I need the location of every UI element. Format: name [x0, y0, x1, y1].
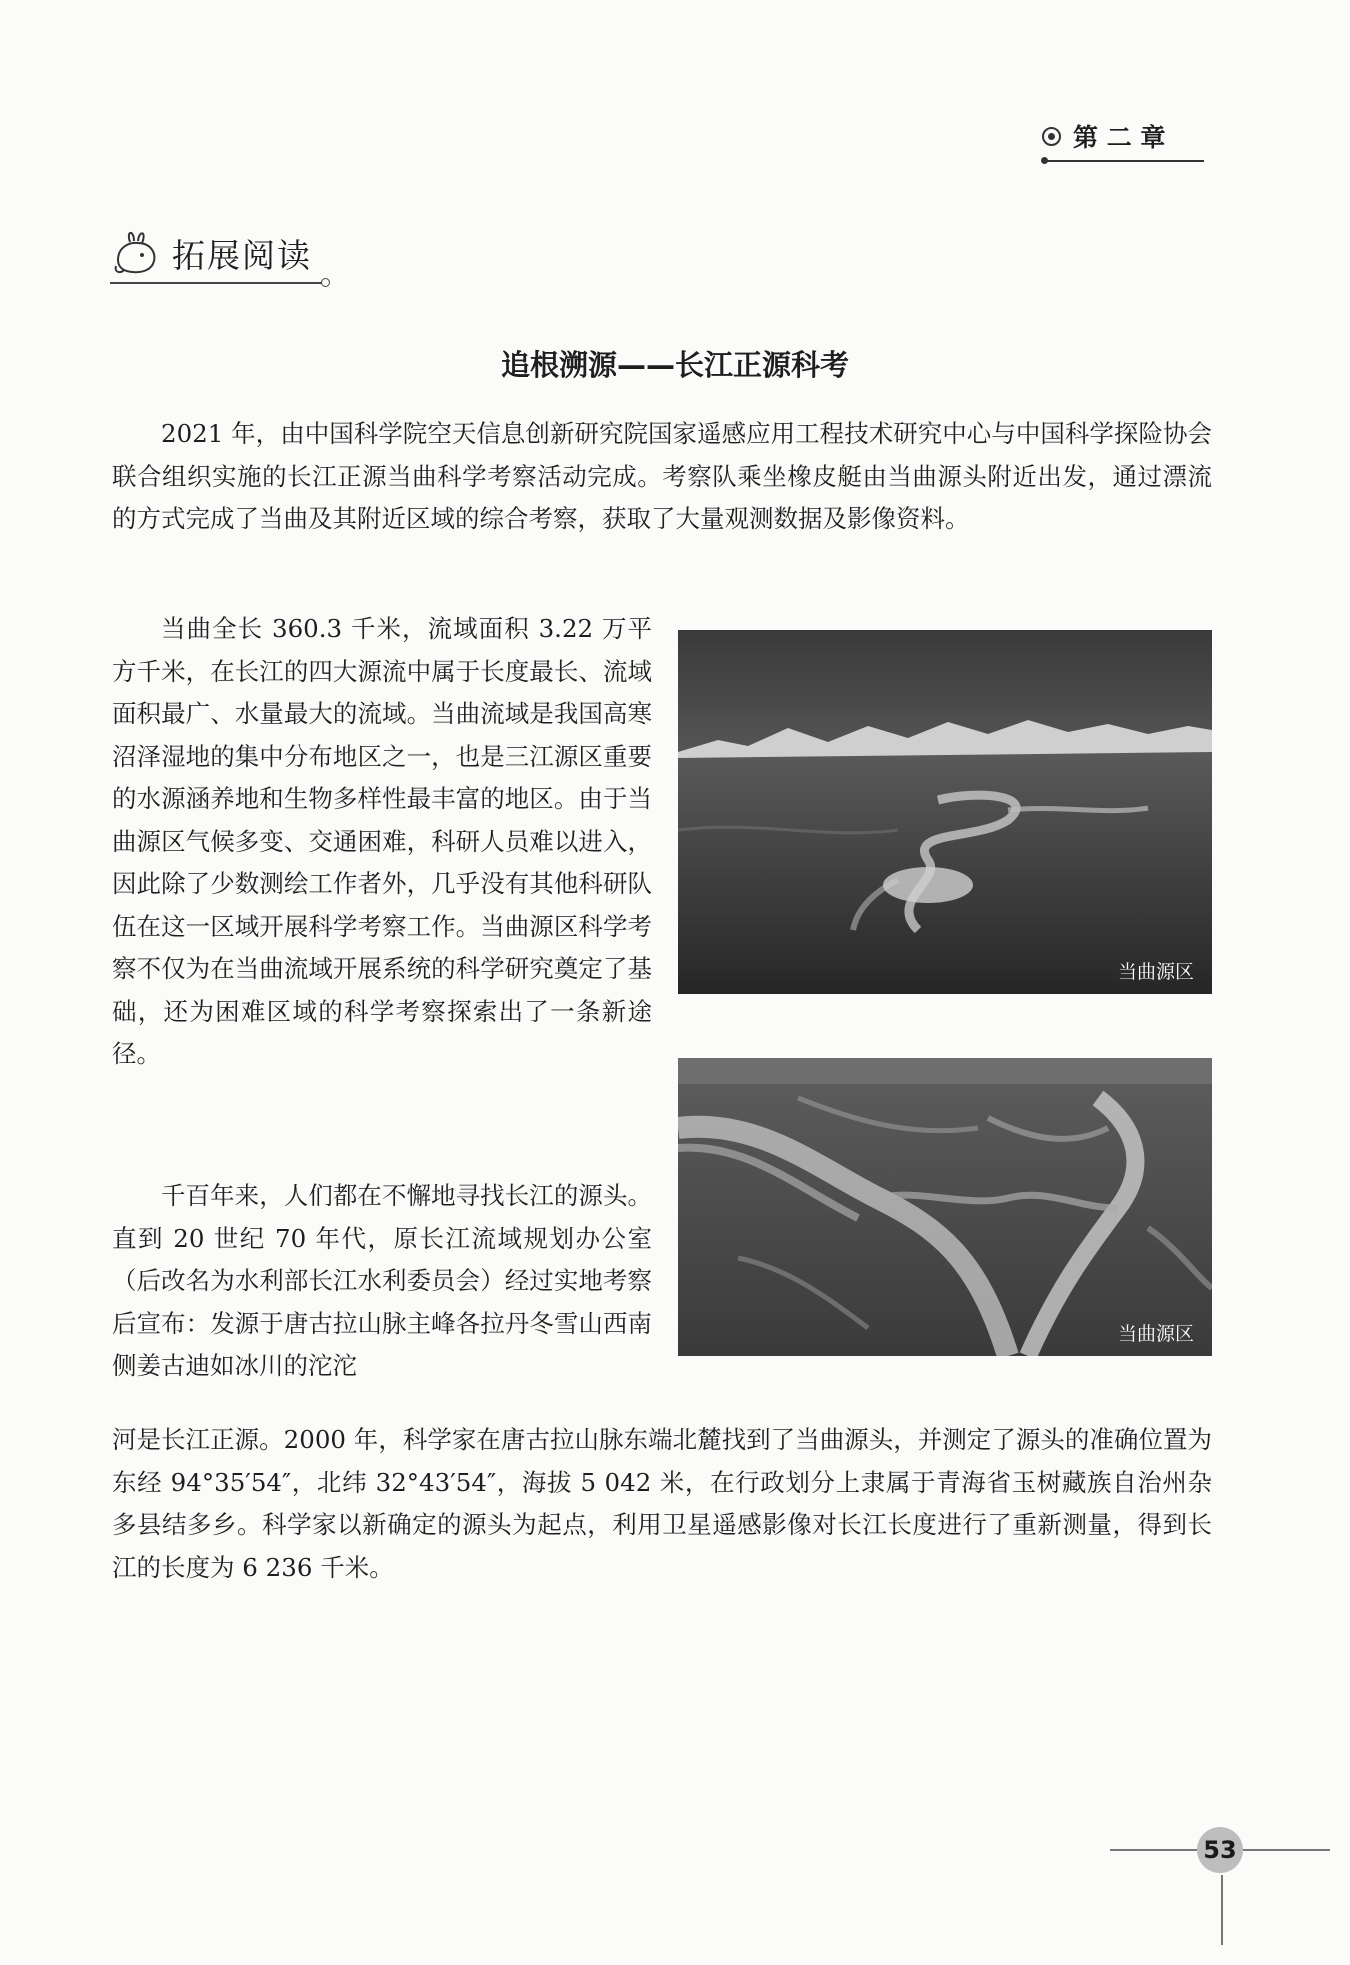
- section-header: [112, 228, 312, 278]
- page-number: 53: [1197, 1827, 1243, 1873]
- section-underline: [110, 282, 322, 284]
- footer-vertical-rule: [1221, 1875, 1223, 1945]
- paragraph-dangqu: 当曲全长 360.3 千米，流域面积 3.22 万平方千米，在长江的四大源流中属于长度最长、流域面积最广、水量最大的流域。当曲流域是我国高寒沼泽湿地的集中分布地区之一，也是三江源区重要的水源涵养地和生物多样性最丰富的地区。由于当曲源区气候多变、交通困难，科研人员难以进入，因此除了少数测绘工作者外，几乎没有其他科研队伍在这一区域开展科学考察工作。当曲源区科学考察不仅为在当曲流域开展系统的科学研究奠定了基础，还为困难区域的科学考察探索出了一条新途径。: [112, 614, 652, 1068]
- article-title: 追根溯源——长江正源科考: [500, 348, 849, 382]
- photo-caption: 当曲源区: [1117, 961, 1194, 983]
- photo-caption: 当曲源区: [1117, 1323, 1194, 1345]
- section-title: 拓展阅读: [172, 235, 312, 275]
- paragraph-measurement: 河是长江正源。2000 年，科学家在唐古拉山脉东端北麓找到了当曲源头，并测定了源头的准确位置为东经 94°35′54″，北纬 32°43′54″，海拔 5 042 米，在行政划分上隶属于青海省玉树藏族自治州杂多县结多乡。科学家以新确定的源头为起点，利用卫星遥感影像对长江长度进行了重新测量，得到长江的长度为 6 236 千米。: [112, 1425, 1212, 1582]
- paragraph-intro: 2021 年，由中国科学院空天信息创新研究院国家遥感应用工程技术研究中心与中国科学探险协会联合组织实施的长江正源当曲科学考察活动完成。考察队乘坐橡皮艇由当曲源头附近出发，通过漂流的方式完成了当曲及其附近区域的综合考察，获取了大量观测数据及影像资料。: [112, 419, 1212, 533]
- chapter-underline: [1046, 160, 1204, 162]
- chapter-text: 第 二 章: [1073, 123, 1166, 152]
- paragraph-source-search: 千百年来，人们都在不懈地寻找长江的源头。直到 20 世纪 70 年代，原长江流域规划办公室（后改名为水利部长江水利委员会）经过实地考察后宣布：发源于唐古拉山脉主峰各拉丹冬雪山西南侧姜古迪如冰川的沱沱: [112, 1181, 652, 1380]
- bunny-icon: [112, 228, 162, 278]
- wetland-landscape-image: [678, 630, 1212, 994]
- chapter-label: [1042, 118, 1212, 154]
- photo-braided-river: [678, 1058, 1212, 1356]
- circle-bullet-icon: [1042, 127, 1061, 146]
- photo-dangqu-wetland: [678, 630, 1212, 994]
- braided-river-aerial-image: [678, 1058, 1212, 1356]
